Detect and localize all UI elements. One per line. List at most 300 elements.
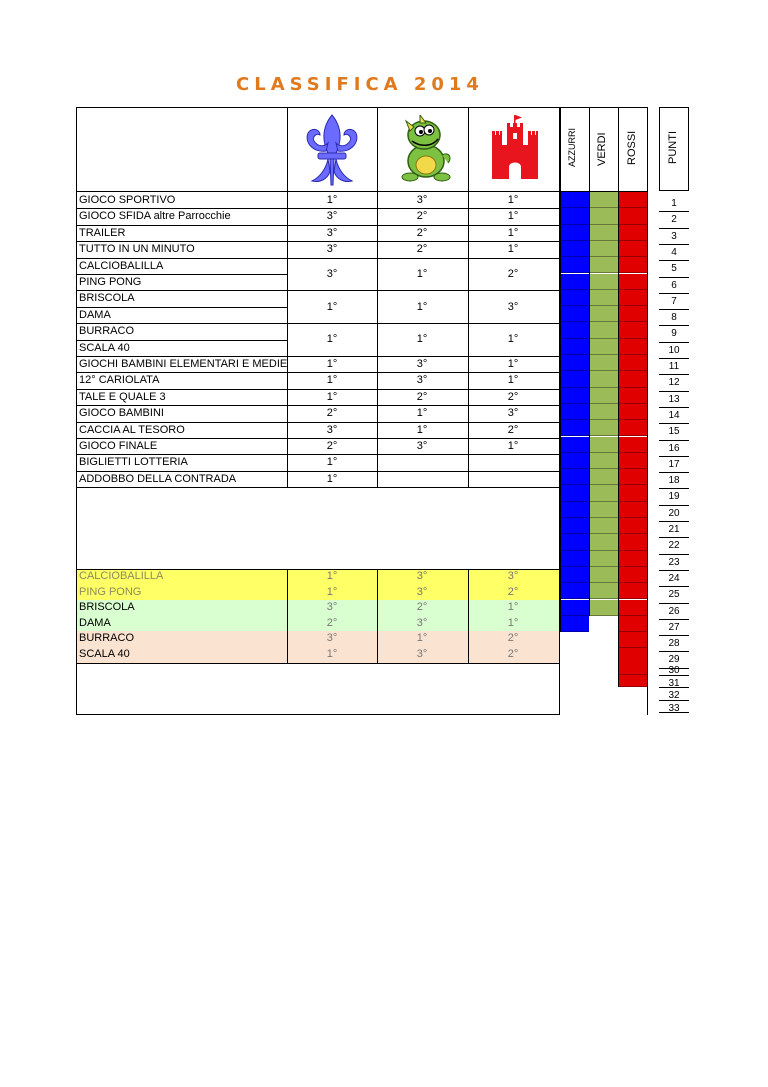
score-segment-azzurri — [561, 534, 589, 550]
score-segment-verdi — [590, 306, 618, 322]
sub-row-column-line — [468, 631, 469, 647]
punti-number: 13 — [668, 393, 680, 405]
score-segment-azzurri — [561, 241, 589, 257]
punti-line — [659, 309, 689, 310]
row-name: DAMA — [79, 308, 111, 321]
score-segment-verdi — [590, 241, 618, 257]
punti-number: 33 — [668, 702, 680, 714]
sub-row-value: 2° — [416, 601, 428, 614]
score-segment-verdi — [590, 485, 618, 501]
punti-line — [659, 391, 689, 392]
value-column-line — [377, 405, 378, 421]
score-bar-border — [589, 192, 590, 616]
punti-line — [659, 472, 689, 473]
value-column-line — [287, 422, 288, 438]
value-column-line — [287, 208, 288, 224]
score-segment-azzurri — [561, 225, 589, 241]
score-segment-verdi — [590, 290, 618, 306]
punti-line — [659, 635, 689, 636]
value-column-line — [377, 389, 378, 405]
score-segment-verdi — [590, 518, 618, 534]
sub-row-name: SCALA 40 — [79, 648, 130, 660]
punti-line — [659, 712, 689, 713]
sub-row-column-line — [287, 569, 288, 585]
row-value: 1° — [326, 390, 338, 403]
row-value: 3° — [326, 423, 338, 436]
punti-number: 23 — [668, 556, 680, 568]
value-divider — [287, 290, 560, 291]
row-name: TUTTO IN UN MINUTO — [79, 243, 195, 256]
score-segment-rossi — [619, 632, 647, 648]
row-name: 12° CARIOLATA — [79, 374, 160, 387]
punti-line — [659, 505, 689, 506]
row-value: 2° — [416, 243, 428, 256]
sub-row-column-line — [468, 569, 469, 585]
punti-number: 26 — [668, 605, 680, 617]
score-segment-azzurri — [561, 600, 589, 616]
score-segment-rossi — [619, 192, 647, 208]
red-castle-icon — [492, 115, 538, 181]
score-segment-verdi — [590, 404, 618, 420]
score-segment-verdi — [590, 208, 618, 224]
score-bar-border — [618, 192, 619, 687]
score-segment-azzurri — [561, 616, 589, 632]
score-segment-verdi — [590, 388, 618, 404]
punti-line — [659, 374, 689, 375]
sub-row-value: 1° — [507, 601, 519, 614]
row-name: ADDOBBO DELLA CONTRADA — [79, 472, 237, 485]
score-segment-rossi — [619, 518, 647, 534]
punti-line — [659, 423, 689, 424]
score-segment-rossi — [619, 437, 647, 453]
team-header-azzurri: AZZURRI — [567, 128, 577, 167]
value-column-line — [377, 258, 378, 291]
row-value: 3° — [326, 267, 338, 280]
punti-line — [659, 358, 689, 359]
punti-number: 8 — [671, 312, 677, 324]
row-value: 1° — [507, 210, 519, 223]
sub-row-column-line — [287, 585, 288, 601]
row-value: 2° — [416, 390, 428, 403]
score-segment-azzurri — [561, 208, 589, 224]
sub-row-value: 3° — [416, 616, 428, 629]
punti-number: 11 — [668, 361, 680, 372]
punti-number: 4 — [671, 246, 677, 258]
score-segment-azzurri — [561, 404, 589, 420]
score-segment-verdi — [590, 534, 618, 550]
score-segment-rossi — [619, 675, 647, 688]
row-name: BIGLIETTI LOTTERIA — [79, 456, 188, 469]
score-segment-rossi — [619, 502, 647, 518]
punti-line — [659, 603, 689, 604]
value-column-line — [287, 389, 288, 405]
sub-row-value: 3° — [416, 585, 428, 598]
score-segment-azzurri — [561, 453, 589, 469]
row-value: 3° — [507, 300, 519, 313]
row-name: BURRACO — [79, 325, 135, 338]
value-column-line — [287, 438, 288, 454]
score-segment-verdi — [590, 339, 618, 355]
value-column-line — [468, 258, 469, 291]
score-segment-rossi — [619, 241, 647, 257]
score-segment-verdi — [590, 600, 618, 616]
sub-row-value: 3° — [326, 632, 338, 645]
punti-number: 21 — [668, 524, 680, 535]
punti-line — [659, 244, 689, 245]
row-name: BRISCOLA — [79, 292, 135, 305]
punti-number: 10 — [668, 344, 680, 356]
row-value: 1° — [416, 423, 428, 436]
punti-line — [659, 260, 689, 261]
sub-row-column-line — [287, 647, 288, 663]
value-column-line — [468, 356, 469, 372]
score-segment-rossi — [619, 388, 647, 404]
punti-label: PUNTI — [667, 131, 679, 164]
punti-number: 20 — [668, 507, 680, 519]
sub-row-value: 2° — [326, 616, 338, 629]
row-value: 3° — [416, 194, 428, 206]
punti-line — [659, 407, 689, 408]
row-value: 2° — [507, 423, 519, 436]
sub-row-name: CALCIOBALILLA — [79, 570, 164, 582]
sub-row-value: 1° — [326, 585, 338, 598]
value-column-line — [287, 372, 288, 388]
score-segment-azzurri — [561, 257, 589, 273]
punti-line — [659, 456, 689, 457]
score-segment-rossi — [619, 534, 647, 550]
row-value: 1° — [326, 358, 338, 370]
punti-number: 2 — [671, 214, 677, 226]
score-segment-rossi — [619, 583, 647, 599]
score-segment-azzurri — [561, 469, 589, 485]
punti-line — [659, 228, 689, 229]
score-segment-azzurri — [561, 485, 589, 501]
sub-row-column-line — [377, 647, 378, 663]
row-value: 1° — [507, 374, 519, 387]
sub-row-value: 1° — [507, 616, 519, 629]
score-segment-azzurri — [561, 355, 589, 371]
punti-number: 16 — [668, 442, 680, 454]
punti-number: 25 — [668, 589, 680, 601]
score-segment-rossi — [619, 453, 647, 469]
sub-row-column-line — [468, 600, 469, 616]
score-segment-rossi — [619, 567, 647, 583]
punti-line — [659, 537, 689, 538]
score-segment-verdi — [590, 322, 618, 338]
sub-row-column-line — [377, 569, 378, 585]
row-name: GIOCO BAMBINI — [79, 407, 164, 420]
score-segment-rossi — [619, 355, 647, 371]
value-column-line — [287, 192, 288, 208]
score-segment-azzurri — [561, 306, 589, 322]
row-value: 3° — [326, 243, 338, 256]
score-segment-rossi — [619, 404, 647, 420]
value-column-line — [377, 356, 378, 372]
row-value: 1° — [507, 333, 519, 346]
punti-number: 19 — [668, 491, 680, 503]
score-segment-rossi — [619, 306, 647, 322]
value-column-line — [468, 241, 469, 257]
punti-line — [659, 586, 689, 587]
row-value: 1° — [326, 333, 338, 346]
value-column-line — [377, 208, 378, 224]
punti-line — [659, 211, 689, 212]
row-name: GIOCO SFIDA altre Parrocchie — [79, 210, 231, 223]
row-value: 2° — [326, 440, 338, 452]
score-segment-rossi — [619, 551, 647, 567]
value-column-line — [377, 225, 378, 241]
punti-number: 27 — [668, 621, 680, 633]
row-value: 2° — [416, 210, 428, 223]
row-value: 2° — [416, 226, 428, 239]
value-column-line — [468, 192, 469, 208]
score-segment-rossi — [619, 469, 647, 485]
sub-row-column-line — [377, 616, 378, 632]
row-value — [468, 471, 558, 487]
score-segment-verdi — [590, 567, 618, 583]
row-value: 2° — [326, 407, 338, 420]
sub-row-name: PING PONG — [79, 585, 142, 598]
score-segment-azzurri — [561, 339, 589, 355]
punti-number: 24 — [668, 572, 680, 584]
row-value: 3° — [416, 358, 428, 370]
value-column-line — [287, 258, 288, 291]
row-value: 1° — [416, 407, 428, 420]
score-segment-rossi — [619, 420, 647, 436]
row-value — [377, 471, 467, 487]
row-value: 3° — [507, 407, 519, 420]
sub-row-column-line — [468, 647, 469, 663]
punti-line — [659, 293, 689, 294]
row-value: 3° — [416, 440, 428, 452]
fleur-de-lis-icon — [300, 113, 364, 187]
score-segment-azzurri — [561, 322, 589, 338]
value-column-line — [468, 454, 469, 470]
row-name: GIOCHI BAMBINI ELEMENTARI E MEDIE — [79, 358, 287, 370]
row-name: TRAILER — [79, 226, 126, 239]
sub-row-value: 2° — [507, 648, 519, 660]
score-segment-verdi — [590, 274, 618, 290]
row-name: TALE E QUALE 3 — [79, 390, 166, 403]
score-segment-azzurri — [561, 371, 589, 387]
punti-line — [659, 554, 689, 555]
value-column-line — [287, 454, 288, 470]
row-value: 1° — [326, 472, 338, 485]
value-column-line — [287, 471, 288, 487]
row-value — [468, 454, 558, 470]
value-column-line — [287, 405, 288, 421]
punti-number: 15 — [668, 426, 680, 438]
sub-row-column-line — [468, 585, 469, 601]
punti-number: 30 — [668, 665, 680, 676]
value-column-line — [468, 471, 469, 487]
page-title: CLASSIFICA 2014 — [236, 74, 484, 95]
row-name: GIOCO FINALE — [79, 440, 158, 452]
score-segment-rossi — [619, 600, 647, 616]
punti-line — [659, 651, 689, 652]
score-segment-azzurri — [561, 502, 589, 518]
row-value: 1° — [507, 243, 519, 256]
sub-row-column-line — [287, 631, 288, 647]
score-segment-azzurri — [561, 437, 589, 453]
punti-number: 32 — [668, 690, 680, 702]
row-name: PING PONG — [79, 276, 142, 288]
score-segment-rossi — [619, 225, 647, 241]
value-column-line — [377, 471, 378, 487]
sub-row-value: 3° — [416, 570, 428, 582]
row-name: SCALA 40 — [79, 341, 130, 354]
score-segment-verdi — [590, 420, 618, 436]
score-segment-azzurri — [561, 274, 589, 290]
row-value: 1° — [416, 267, 428, 280]
score-segment-verdi — [590, 502, 618, 518]
green-dragon-icon — [398, 115, 454, 183]
sub-table-top — [76, 569, 560, 570]
value-column-line — [377, 241, 378, 257]
value-divider — [287, 487, 560, 488]
row-value: 1° — [326, 456, 338, 469]
row-value: 1° — [416, 333, 428, 346]
score-segment-rossi — [619, 257, 647, 273]
row-value: 1° — [507, 194, 519, 206]
value-column-line — [468, 290, 469, 323]
row-value: 1° — [507, 358, 519, 370]
row-value: 1° — [326, 300, 338, 313]
score-segment-rossi — [619, 208, 647, 224]
value-column-line — [468, 405, 469, 421]
sub-row-value: 1° — [326, 570, 338, 582]
row-value: 3° — [416, 374, 428, 387]
row-name: GIOCO SPORTIVO — [79, 194, 176, 206]
sub-row-name: BRISCOLA — [79, 601, 135, 614]
sub-row-divider — [76, 663, 560, 664]
score-segment-azzurri — [561, 420, 589, 436]
score-bar-border — [560, 192, 561, 632]
value-column-line — [468, 208, 469, 224]
score-segment-azzurri — [561, 290, 589, 306]
value-column-line — [287, 225, 288, 241]
row-value: 1° — [326, 374, 338, 387]
punti-number: 29 — [668, 654, 680, 666]
punti-number: 17 — [668, 458, 680, 470]
sub-row-column-line — [377, 600, 378, 616]
sub-row-column-line — [287, 600, 288, 616]
score-segment-rossi — [619, 274, 647, 290]
score-segment-verdi — [590, 583, 618, 599]
punti-line — [659, 570, 689, 571]
punti-line — [659, 325, 689, 326]
score-segment-verdi — [590, 469, 618, 485]
score-segment-verdi — [590, 355, 618, 371]
score-segment-azzurri — [561, 192, 589, 208]
score-segment-azzurri — [561, 583, 589, 599]
value-column-line — [287, 356, 288, 372]
punti-number: 3 — [671, 230, 677, 242]
sub-row-column-line — [377, 631, 378, 647]
value-column-line — [468, 225, 469, 241]
row-value: 3° — [326, 210, 338, 223]
punti-number: 28 — [668, 638, 680, 650]
punti-line — [659, 521, 689, 522]
value-column-line — [377, 422, 378, 438]
row-value: 1° — [507, 226, 519, 239]
score-segment-rossi — [619, 616, 647, 632]
row-divider — [76, 487, 288, 488]
sub-row-column-line — [468, 616, 469, 632]
punti-number: 12 — [668, 377, 680, 389]
sub-row-name: BURRACO — [79, 632, 135, 645]
punti-number: 31 — [668, 677, 680, 689]
punti-number: 22 — [668, 540, 680, 552]
value-column-line — [287, 290, 288, 323]
score-segment-rossi — [619, 371, 647, 387]
sub-row-value: 3° — [416, 648, 428, 660]
row-value: 1° — [416, 300, 428, 313]
punti-line — [659, 440, 689, 441]
punti-line — [659, 342, 689, 343]
punti-line — [659, 675, 689, 676]
punti-line — [659, 700, 689, 701]
score-segment-verdi — [590, 257, 618, 273]
sub-row-value: 1° — [416, 632, 428, 645]
row-value: 2° — [507, 390, 519, 403]
row-value: 2° — [507, 267, 519, 280]
sub-row-value: 1° — [326, 648, 338, 660]
team-header-rossi: ROSSI — [626, 130, 638, 165]
sub-row-value: 2° — [507, 585, 519, 598]
value-column-line — [377, 454, 378, 470]
value-column-line — [377, 372, 378, 388]
value-column-line — [287, 241, 288, 257]
value-column-line — [468, 438, 469, 454]
score-segment-azzurri — [561, 518, 589, 534]
sub-row-name: DAMA — [79, 616, 111, 629]
punti-number: 7 — [671, 295, 677, 307]
row-value: 1° — [507, 440, 519, 452]
value-column-line — [468, 389, 469, 405]
value-column-line — [377, 192, 378, 208]
sub-row-value: 2° — [507, 632, 519, 645]
value-column-line — [377, 438, 378, 454]
row-value — [377, 454, 467, 470]
value-divider — [287, 258, 560, 259]
sub-row-column-line — [377, 585, 378, 601]
punti-number: 6 — [671, 279, 677, 291]
value-column-line — [377, 323, 378, 356]
sub-row-column-line — [287, 616, 288, 632]
punti-number: 1 — [671, 198, 677, 209]
row-value: 3° — [326, 226, 338, 239]
score-segment-azzurri — [561, 551, 589, 567]
score-segment-verdi — [590, 225, 618, 241]
score-segment-rossi — [619, 290, 647, 306]
score-segment-azzurri — [561, 388, 589, 404]
value-column-line — [287, 323, 288, 356]
punti-number: 14 — [668, 409, 680, 421]
value-column-line — [377, 290, 378, 323]
team-header-verdi: VERDI — [596, 132, 608, 166]
sub-row-value: 3° — [507, 570, 519, 582]
score-segment-verdi — [590, 192, 618, 208]
score-segment-verdi — [590, 453, 618, 469]
punti-line — [659, 687, 689, 688]
punti-number: 5 — [671, 263, 677, 275]
score-segment-azzurri — [561, 567, 589, 583]
score-segment-rossi — [619, 339, 647, 355]
value-column-line — [468, 422, 469, 438]
score-segment-verdi — [590, 371, 618, 387]
punti-line — [659, 277, 689, 278]
